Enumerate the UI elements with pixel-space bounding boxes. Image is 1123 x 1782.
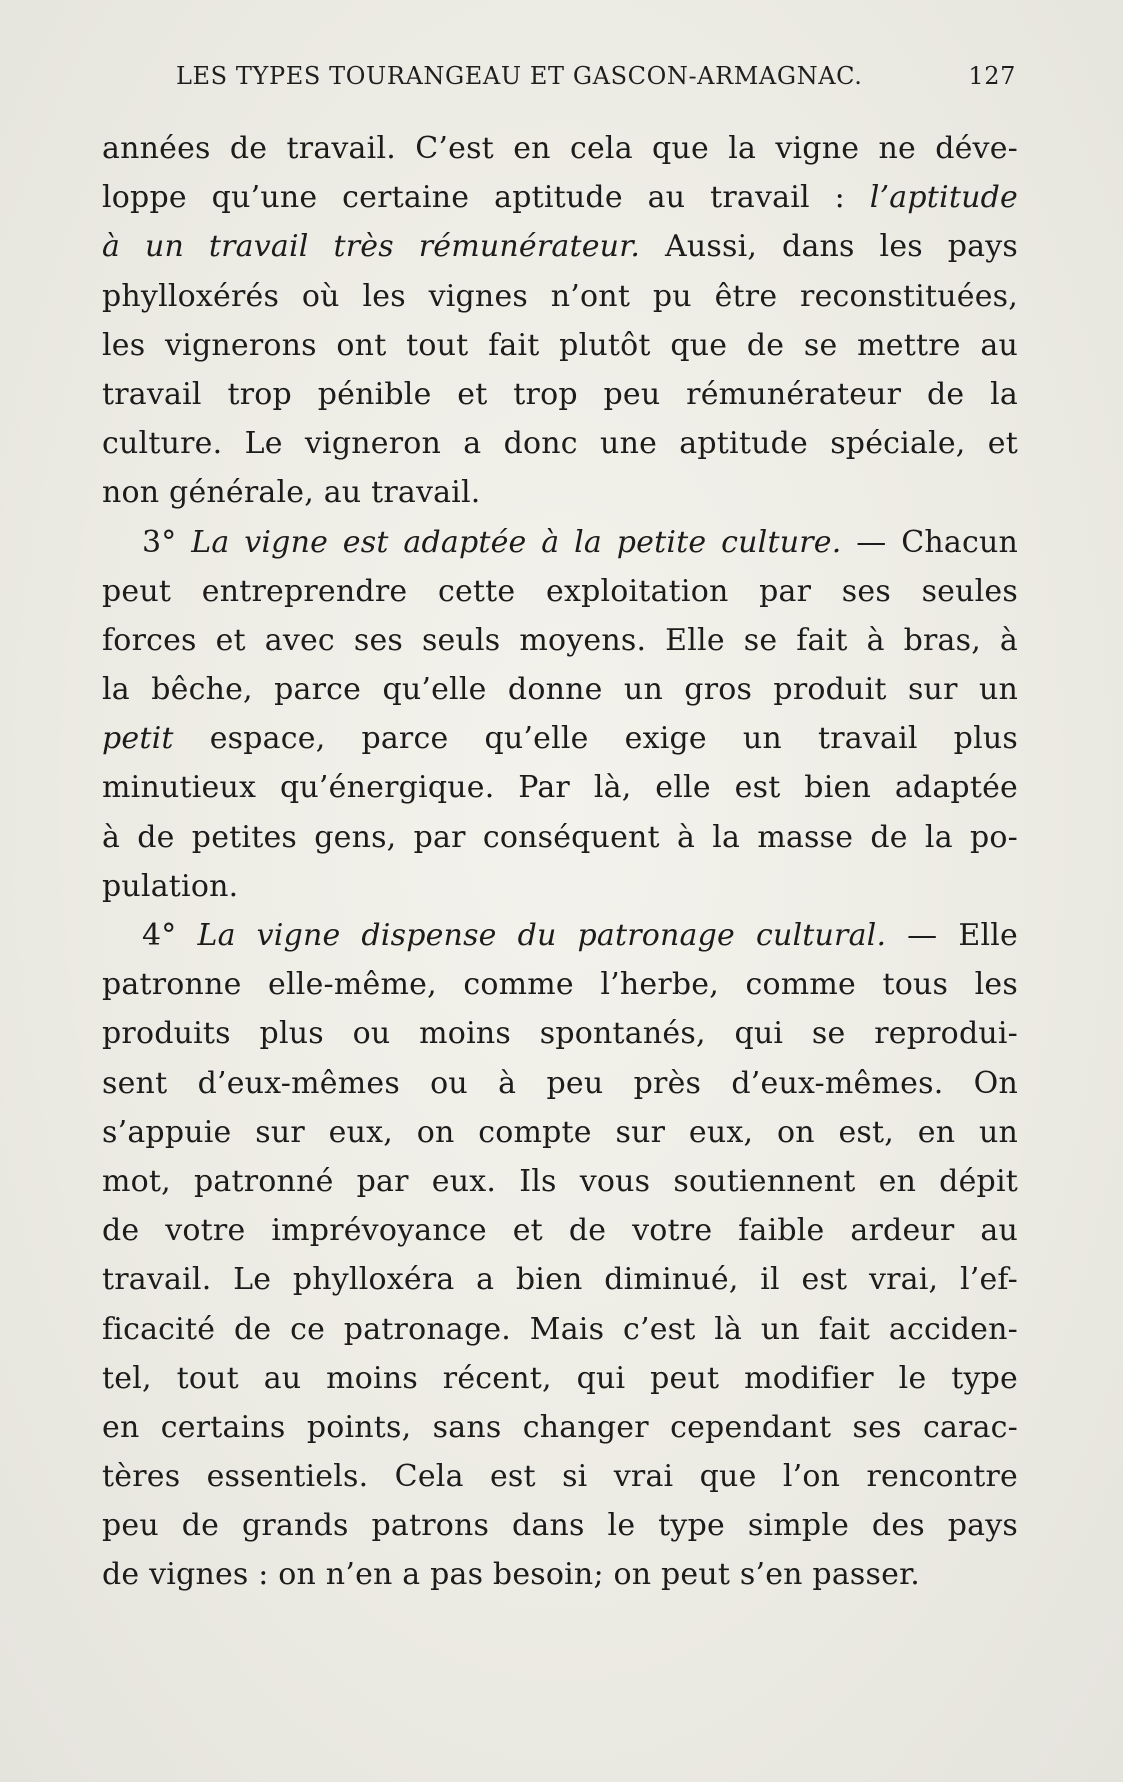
text-run: non générale, au travail.: [102, 475, 481, 511]
running-head: [176, 62, 1020, 98]
text-run: forces et avec ses seuls moyens. Elle se fait à bras, à: [102, 622, 1018, 658]
text-line: [102, 272, 1018, 321]
text-run: tel, tout au moins récent, qui peut modifier le type: [102, 1360, 1018, 1396]
text-run: — Elle: [886, 918, 1018, 953]
text-run: de vignes : on n’en a pas besoin; on peut s’en passer.: [102, 1557, 921, 1593]
text-line: [102, 1009, 1018, 1058]
text-run: patronne elle-même, comme l’herbe, comme tous les: [102, 967, 1018, 1003]
text-run: espace, parce qu’elle exige un travail plus: [173, 721, 1018, 757]
text-run: 3°: [142, 524, 192, 560]
text-run: 4°: [142, 918, 198, 953]
text-run: — Chacun: [841, 524, 1018, 560]
text-line: [102, 468, 1018, 517]
text-line: [102, 1157, 1018, 1206]
text-run: culture. Le vigneron a donc une aptitude spéciale, et: [102, 426, 1018, 462]
text-run: peu de grands patrons dans le type simple des pays: [102, 1508, 1018, 1544]
italic-text-run: à un travail très rémunérateur.: [102, 229, 641, 265]
text-line: [102, 911, 1018, 960]
text-run: Aussi, dans les pays: [640, 229, 1018, 265]
text-run: à de petites gens, par conséquent à la masse de la po-: [102, 819, 1018, 855]
text-run: mot, patronné par eux. Ils vous soutiennent en dépit: [102, 1163, 1018, 1199]
text-line: [102, 1108, 1018, 1157]
text-line: [102, 665, 1018, 714]
text-run: produits plus ou moins spontanés, qui se reprodui-: [102, 1016, 1018, 1052]
text-line: [102, 1501, 1018, 1550]
body-text: [102, 124, 1018, 1600]
text-line: [102, 370, 1018, 419]
text-line: [102, 222, 1018, 271]
text-line: [102, 1354, 1018, 1403]
text-line: [102, 518, 1018, 567]
text-line: [102, 813, 1018, 862]
text-line: [102, 1452, 1018, 1501]
text-line: [102, 173, 1018, 222]
text-line: [102, 714, 1018, 763]
text-run: de votre imprévoyance et de votre faible ardeur au: [102, 1213, 1018, 1249]
text-run: tères essentiels. Cela est si vrai que l’on rencontre: [102, 1459, 1018, 1495]
text-run: les vignerons ont tout fait plutôt que de se mettre au: [102, 327, 1018, 363]
page-number: 127: [968, 62, 1016, 90]
text-run: ficacité de ce patronage. Mais c’est là un fait acciden-: [102, 1311, 1018, 1347]
text-run: la bêche, parce qu’elle donne un gros produit sur un: [102, 672, 1018, 708]
text-line: [102, 862, 1018, 911]
italic-text-run: petit: [102, 721, 174, 757]
text-line: [102, 1206, 1018, 1255]
text-run: travail trop pénible et trop peu rémunérateur de la: [102, 376, 1018, 412]
text-run: minutieux qu’énergique. Par là, elle est bien adaptée: [102, 770, 1018, 806]
text-run: loppe qu’une certaine aptitude au travail :: [102, 180, 870, 216]
text-run: en certains points, sans changer cependant ses carac-: [102, 1409, 1018, 1445]
text-line: [102, 616, 1018, 665]
text-line: [102, 1059, 1018, 1108]
running-head-title: LES TYPES TOURANGEAU ET GASCON-ARMAGNAC.: [176, 62, 863, 90]
text-line: [102, 763, 1018, 812]
text-run: s’appuie sur eux, on compte sur eux, on est, en un: [102, 1114, 1018, 1150]
italic-text-run: l’aptitude: [869, 180, 1018, 216]
text-run: années de travail. C’est en cela que la vigne ne déve-: [102, 131, 1018, 166]
text-line: [102, 321, 1018, 370]
text-line: [102, 1255, 1018, 1304]
italic-text-run: La vigne dispense du patronage cultural.: [197, 918, 887, 953]
text-line: [102, 1550, 1018, 1599]
italic-text-run: La vigne est adaptée à la petite culture.: [191, 524, 842, 560]
text-run: travail. Le phylloxéra a bien diminué, il est vrai, l’ef-: [102, 1262, 1018, 1298]
text-line: [102, 419, 1018, 468]
text-line: [102, 1403, 1018, 1452]
text-line: [102, 124, 1018, 173]
text-run: peut entreprendre cette exploitation par ses seules: [102, 573, 1018, 609]
text-line: [102, 567, 1018, 616]
text-line: [102, 1305, 1018, 1354]
text-run: pulation.: [102, 868, 239, 904]
text-run: phylloxérés où les vignes n’ont pu être reconstituées,: [102, 278, 1018, 314]
text-line: [102, 960, 1018, 1009]
text-run: sent d’eux-mêmes ou à peu près d’eux-mêmes. On: [102, 1065, 1018, 1101]
